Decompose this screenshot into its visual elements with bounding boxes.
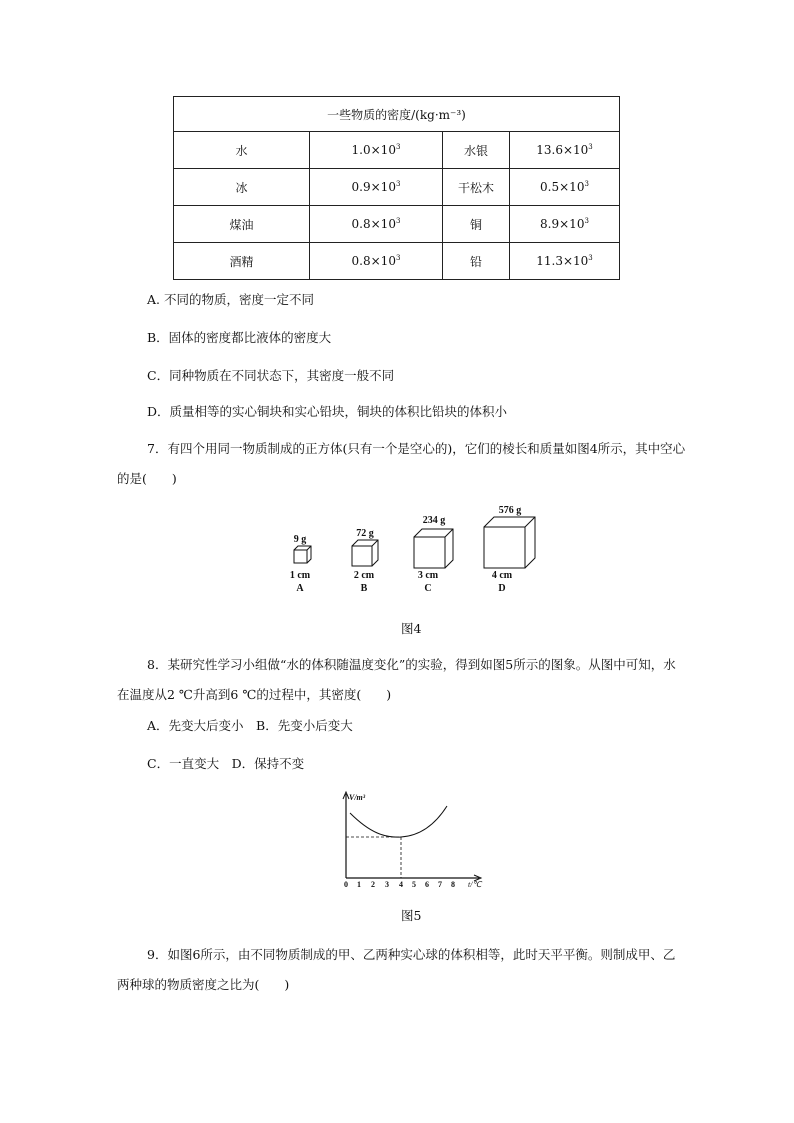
q8-options-line2: C．一直变大 D．保持不变 xyxy=(147,756,305,771)
q6-option-a: A. 不同的物质，密度一定不同 xyxy=(147,292,314,307)
table-cell: $1.0\times 10^3$ xyxy=(310,132,443,169)
table-row xyxy=(174,243,620,280)
density-table xyxy=(173,96,620,280)
cube-d-mass: 576 g xyxy=(498,505,522,516)
x-tick-label: 6 xyxy=(425,880,429,888)
figure-4-caption: 图4 xyxy=(401,621,422,636)
cube-c-edge: 3 cm xyxy=(417,570,439,581)
table-cell: 铅 xyxy=(443,243,510,280)
table-cell: 水 xyxy=(174,132,310,169)
cube-a-label: A xyxy=(296,583,304,594)
x-axis-label: t/℃ xyxy=(468,880,482,888)
table-cell: $0.8\times 10^3$ xyxy=(310,206,443,243)
cube-a-mass: 9 g xyxy=(293,534,307,545)
volume-curve xyxy=(350,806,447,837)
cube-c-label: C xyxy=(424,583,432,594)
table-cell: 铜 xyxy=(443,206,510,243)
cube-b-edge: 2 cm xyxy=(353,570,375,581)
x-tick-label: 5 xyxy=(412,880,416,888)
q6-option-c: C．同种物质在不同状态下，其密度一般不同 xyxy=(147,368,395,383)
table-row xyxy=(174,206,620,243)
table-cell: $8.9\times 10^3$ xyxy=(510,206,620,243)
cube-a-edge: 1 cm xyxy=(289,570,311,581)
table-cell: $13.6\times 10^3$ xyxy=(510,132,620,169)
table-cell: 煤油 xyxy=(174,206,310,243)
x-tick-label: 8 xyxy=(451,880,455,888)
cube-d-edge: 4 cm xyxy=(491,570,513,581)
table-cell: $11.3\times 10^3$ xyxy=(510,243,620,280)
figure-5-caption: 图5 xyxy=(401,908,422,923)
cube-b xyxy=(352,540,378,566)
cube-d xyxy=(484,517,535,568)
cube-d-label: D xyxy=(498,583,506,594)
table-cell: 干松木 xyxy=(443,169,510,206)
x-tick-label: 7 xyxy=(438,880,442,888)
figure-4-cubes xyxy=(280,500,560,600)
x-tick-label: 1 xyxy=(357,880,361,888)
x-tick-label: 0 xyxy=(344,880,348,888)
table-cell: 酒精 xyxy=(174,243,310,280)
table-cell: $0.8\times 10^3$ xyxy=(310,243,443,280)
cube-c xyxy=(414,529,453,568)
cube-a xyxy=(294,546,311,563)
cube-b-mass: 72 g xyxy=(356,528,374,539)
x-tick-label: 4 xyxy=(399,880,403,888)
x-tick-label: 3 xyxy=(385,880,389,888)
q8-text: 8．某研究性学习小组做“水的体积随温度变化”的实验，得到如图5所示的图象。从图中可知，水在温度从2 ℃升高到6 ℃的过程中，其密度( ) xyxy=(117,657,676,702)
q9-text: 9．如图6所示，由不同物质制成的甲、乙两种实心球的体积相等，此时天平平衡。则制成甲、乙两种球的物质密度之比为( ) xyxy=(117,947,676,992)
table-cell: $0.5\times 10^3$ xyxy=(510,169,620,206)
table-row xyxy=(174,132,620,169)
q8-options-line1: A．先变大后变小 B．先变小后变大 xyxy=(147,718,353,733)
table-cell: 水银 xyxy=(443,132,510,169)
table-title: 一些物质的密度/(kg·m⁻³) xyxy=(174,97,620,132)
x-tick-label: 2 xyxy=(371,880,375,888)
y-axis-label: V/m³ xyxy=(349,793,366,802)
cube-c-mass: 234 g xyxy=(422,515,446,526)
table-cell: 冰 xyxy=(174,169,310,206)
table-row xyxy=(174,169,620,206)
q7-text: 7．有四个用同一物质制成的正方体(只有一个是空心的)，它们的棱长和质量如图4所示，其中空心的是( ) xyxy=(117,441,686,486)
q6-option-b: B．固体的密度都比液体的密度大 xyxy=(147,330,332,345)
q6-option-d: D．质量相等的实心铜块和实心铅块，铜块的体积比铅块的体积小 xyxy=(147,404,508,419)
table-cell: $0.9\times 10^3$ xyxy=(310,169,443,206)
figure-5-graph xyxy=(335,788,485,888)
cube-b-label: B xyxy=(360,583,368,594)
